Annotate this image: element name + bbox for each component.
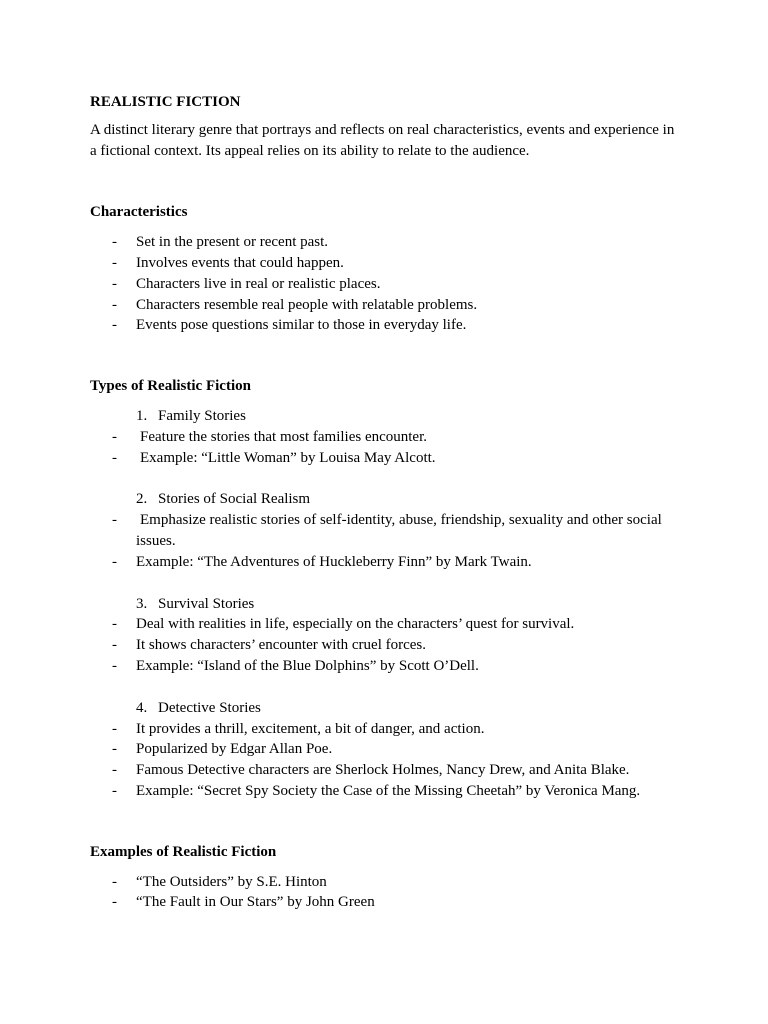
dash-bullet: - — [112, 894, 117, 911]
dash-bullet: - — [112, 657, 117, 674]
list-item: - It shows characters’ encounter with cruel forces. — [90, 635, 680, 656]
dash-bullet: - — [112, 449, 117, 466]
dash-bullet: - — [112, 275, 117, 292]
list-item: - Example: “Island of the Blue Dolphins” by Scott O’Dell. — [90, 656, 680, 677]
list-item: - Feature the stories that most families encounter. — [90, 427, 680, 448]
list-item: - Emphasize realistic stories of self-identity, abuse, friendship, sexuality and other social issues. — [112, 512, 662, 549]
list-item: - Set in the present or recent past. — [90, 232, 680, 253]
list-item: - “The Fault in Our Stars” by John Green — [90, 892, 680, 913]
list-item: - “The Outsiders” by S.E. Hinton — [90, 872, 680, 893]
list-item: - Example: “Secret Spy Society the Case of the Missing Cheetah” by Veronica Mang. — [90, 781, 680, 802]
list-item: - Characters resemble real people with relatable problems. — [90, 295, 680, 316]
dash-bullet: - — [112, 254, 117, 271]
dash-bullet: - — [112, 428, 117, 445]
type-heading-social-realism: 2. Stories of Social Realism — [136, 491, 311, 508]
dash-bullet: - — [112, 616, 117, 633]
list-item: - Example: “Little Woman” by Louisa May Alcott. — [90, 448, 680, 469]
dash-bullet: - — [112, 234, 117, 251]
type-points-social-realism — [90, 510, 680, 572]
characteristics-list — [90, 232, 680, 336]
dash-bullet: - — [112, 782, 117, 799]
type-points-survival — [90, 614, 680, 676]
type-points-family — [90, 427, 680, 469]
type-heading-family: 1. Family Stories — [136, 407, 246, 424]
dash-bullet: - — [112, 873, 117, 890]
type-heading-survival: 3. Survival Stories — [136, 595, 255, 612]
dash-bullet: - — [112, 741, 117, 758]
list-item: - It provides a thrill, excitement, a bit of danger, and action. — [90, 719, 680, 740]
list-item: - Famous Detective characters are Sherlock Holmes, Nancy Drew, and Anita Blake. — [90, 760, 680, 781]
list-item: - Example: “The Adventures of Huckleberry Finn” by Mark Twain. — [90, 552, 680, 573]
types-heading: Types of Realistic Fiction — [90, 378, 251, 395]
dash-bullet: - — [112, 720, 117, 737]
list-item: - Characters live in real or realistic places. — [90, 274, 680, 295]
list-item: - Deal with realities in life, especially on the characters’ quest for survival. — [90, 614, 680, 635]
examples-heading: Examples of Realistic Fiction — [90, 843, 277, 860]
characteristics-heading: Characteristics — [90, 204, 188, 221]
examples-list — [90, 872, 680, 914]
dash-bullet: - — [112, 553, 117, 570]
list-item: - Involves events that could happen. — [90, 253, 680, 274]
list-item: - Popularized by Edgar Allan Poe. — [90, 739, 680, 760]
document-title: REALISTIC FICTION — [90, 94, 241, 110]
dash-bullet: - — [112, 296, 117, 313]
dash-bullet: - — [112, 637, 117, 654]
list-item: - Events pose questions similar to those in everyday life. — [90, 315, 680, 336]
dash-bullet: - — [112, 317, 117, 334]
type-points-detective — [90, 719, 680, 802]
dash-bullet: - — [112, 512, 117, 529]
dash-bullet: - — [112, 762, 117, 779]
type-heading-detective: 4. Detective Stories — [136, 699, 261, 716]
intro-paragraph: A distinct literary genre that portrays and reflects on real characteristics, events and experience in a fictional context. Its appeal relies on its ability to relate to the audience. — [90, 121, 675, 159]
